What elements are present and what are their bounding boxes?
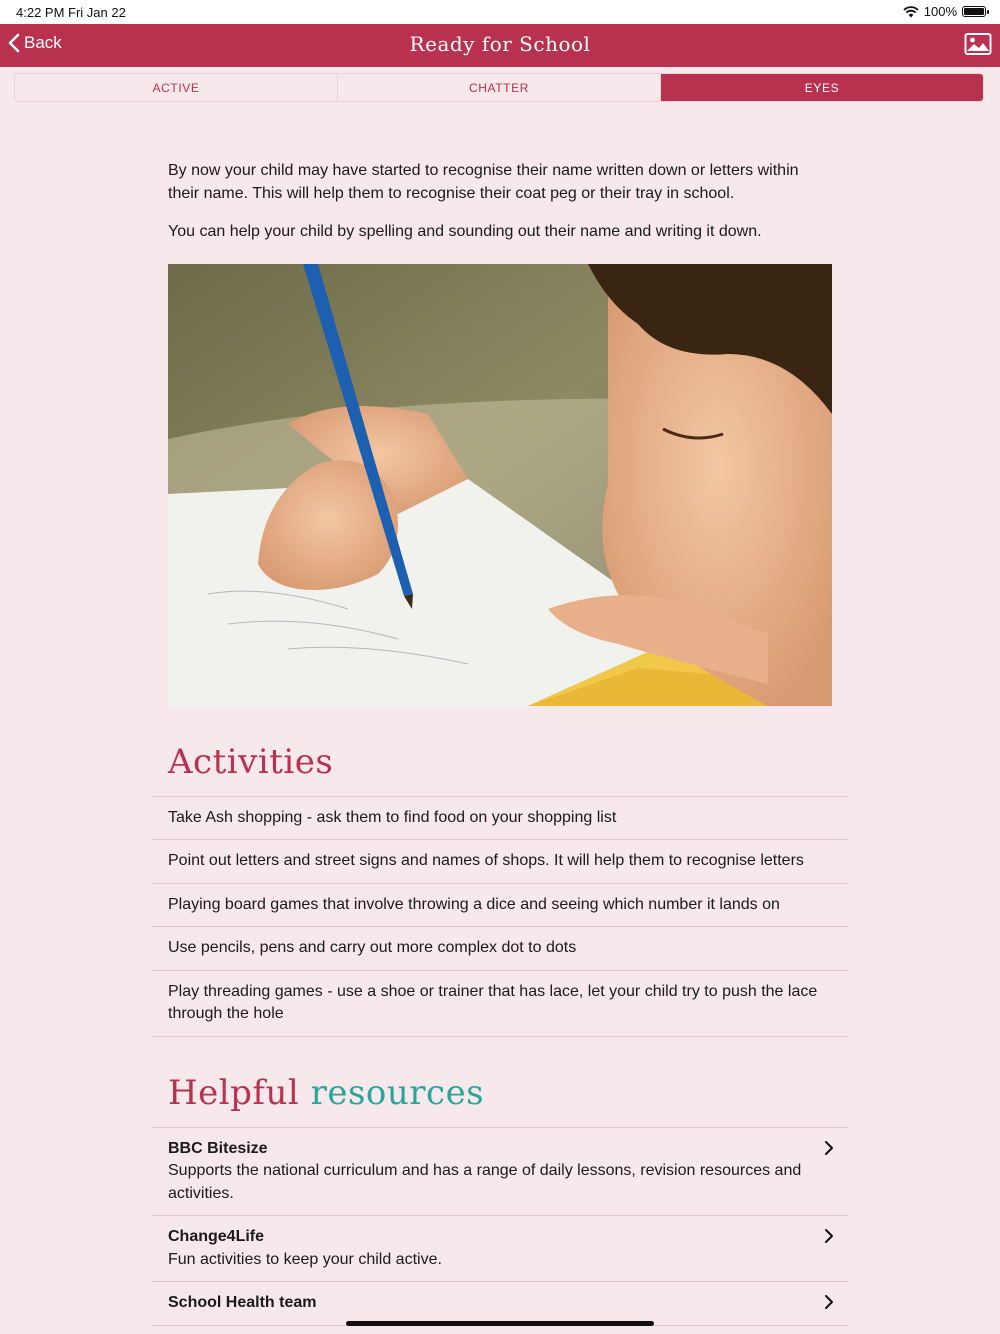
resource-title: Change4Life [168,1228,265,1245]
resource-desc: Supports the national curriculum and has a range of daily lessons, revision resources and activities. [168,1162,802,1202]
tab-active[interactable]: ACTIVE [152,80,200,95]
status-bar [0,0,1000,24]
resource-school-health-team[interactable] [152,1282,848,1326]
resource-title: BBC Bitesize [168,1139,268,1157]
battery-fill [964,8,984,15]
tab-eyes[interactable]: EYES [660,74,983,101]
chevron-right-icon [824,1228,834,1244]
resources-heading [168,1073,832,1113]
status-time: 4:22 PM Fri Jan 22 [16,5,126,20]
chevron-right-icon [824,1140,834,1156]
home-indicator [346,1321,654,1326]
resource-change4life[interactable] [152,1216,848,1282]
activity-item: Playing board games that involve throwing a dice and seeing which number it lands on [152,884,848,928]
content [152,160,848,1326]
activity-item: Play threading games - use a shoe or trainer that has lace, let your child try to push the lace through the hole [152,971,848,1037]
back-label: Back [24,33,62,52]
image-icon [964,32,992,56]
resource-title: School Health team [168,1294,317,1311]
resources-heading-part1: Helpful [168,1072,300,1113]
gallery-button[interactable] [964,32,992,61]
nav-bar [0,24,1000,67]
resource-desc: Fun activities to keep your child active. [168,1250,442,1268]
activities-list [152,796,848,1037]
intro-paragraph: You can help your child by spelling and sounding out their name and writing it down. [168,223,762,240]
battery-percent: 100% [923,4,957,19]
page-title: Ready for School [409,32,591,56]
activity-item: Use pencils, pens and carry out more complex dot to dots [152,927,848,971]
segmented-tabs [14,73,984,102]
resource-bbc-bitesize[interactable] [152,1128,848,1217]
battery-icon [962,6,986,17]
intro-paragraph: By now your child may have started to recognise their name written down or letters within their name. This will help them to recognise their coat peg or their tray in school. [168,162,799,202]
resources-heading-part2: resources [310,1072,485,1113]
wifi-icon [903,6,919,18]
activity-item: Take Ash shopping - ask them to find food on your shopping list [152,797,848,841]
activity-item: Point out letters and street signs and names of shops. It will help them to recognise letters [152,840,848,884]
tab-chatter[interactable]: CHATTER [337,74,660,101]
activities-heading: Activities [168,741,334,782]
chevron-right-icon [824,1294,834,1310]
resources-list [152,1127,848,1326]
child-writing-photo [168,264,832,706]
